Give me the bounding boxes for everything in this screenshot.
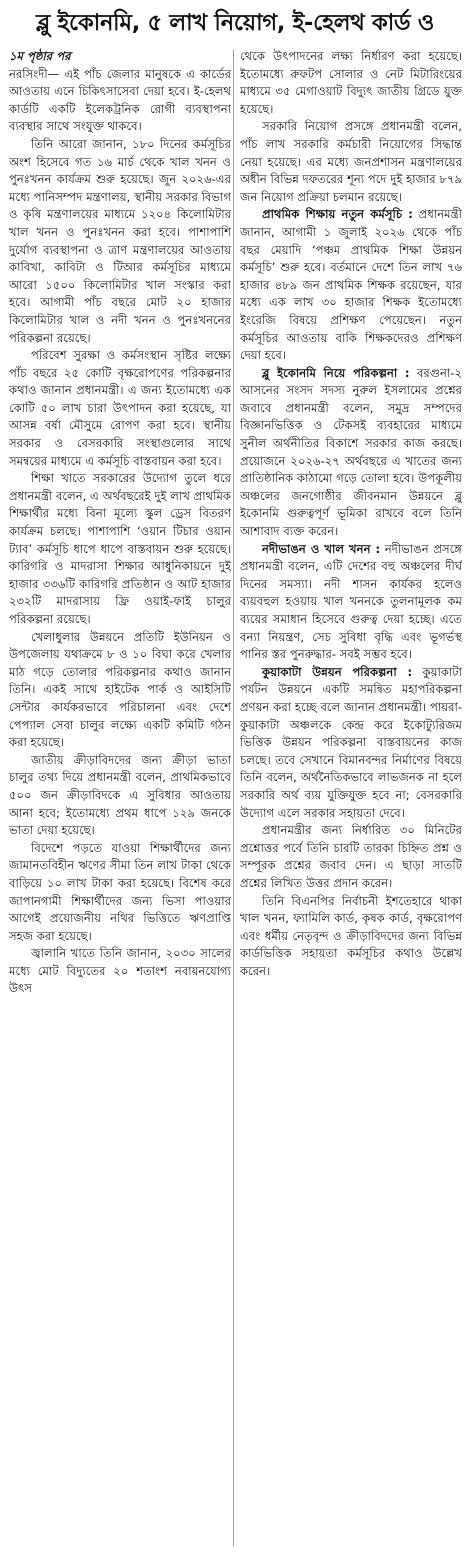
- section-primary-education: [240, 206, 462, 364]
- left-paragraph-5: খেলাধুলার উন্নয়নে প্রতিটি ইউনিয়ন ও উপজেলায় যথাক্রমে ৮ ও ১০ বিঘা করে খেলার মাঠ গড়ে তোলার পরিকল্পনার কথাও জানান তিনি। একই সাথে হাইটেক পার্ক ও আইসিটি সেন্টার কার্যকরভাবে পরিচালনা এবং দেশে পেপ্যাল সেবা চালুর লক্ষ্যে একটি কমিটি গঠন করা হয়েছে।: [9, 629, 231, 750]
- left-paragraph-8: জ্বালানি খাতে তিনি জানান, ২০৩০ সালের মধ্যে মোট বিদ্যুতের ২০ শতাংশ নবায়নযোগ্য উৎস: [9, 946, 231, 996]
- river-erosion-text: নদীভাঙন প্রসঙ্গে প্রধানমন্ত্রী বলেন, এটি দেশের বহু অঞ্চলের দীর্ঘ দিনের সমস্যা। নদী শাসন কার্যকর হলেও ব্যয়বহুল হওয়ায় খাল খননকে তুলনামূলক কম ব্যয়ের সমাধান হিসেবে গুরুত্ব দেয়া হচ্ছে। এতে বন্যা নিয়ন্ত্রণ, সেচ সুবিধা বৃদ্ধি এবং ভূগর্ভস্থ পানির স্তর পুনরুদ্ধার- সবই সম্ভব হবে।: [240, 541, 462, 662]
- recruitment-paragraph: সরকারি নিয়োগ প্রসঙ্গে প্রধানমন্ত্রী বলেন, পাঁচ লাখ সরকারি কর্মচারী নিয়োগের সিদ্ধান্ত নেয়া হয়েছে। এর মধ্যে জনপ্রশাসন মন্ত্রণালয়ের অধীন বিভিন্ন দফতরের শূন্য পদে দুই হাজার ৮৭৯ জন নিয়োগ প্রক্রিয়া চলমান রয়েছে।: [240, 119, 462, 204]
- left-paragraph-7: বিদেশে পড়তে যাওয়া শিক্ষার্থীদের জন্য জামানতবিহীন ঋণের সীমা তিন লাখ টাকা থেকে বাড়িয়ে ১০ লাখ টাকা করা হয়েছে। বিশেষ করে জাপানগামী শিক্ষার্থীদের জন্য ভিসা পাওয়ার আগেই প্রয়োজনীয় নথির ভিত্তিতে ঋণপ্রাপ্তি সহজ করা হয়েছে।: [9, 840, 231, 943]
- primary-education-text: প্রধানমন্ত্রী জানান, আগামী ১ জুলাই ২০২৬ থেকে পাঁচ বছর মেয়াদি ‘পঞ্চম প্রাথমিক শিক্ষা উন্নয়ন কর্মসূচি’ শুরু হবে। বর্তমানে দেশে তিন লাখ ৭৬ হাজার ৪৮৯ জন প্রাথমিক শিক্ষক রয়েছেন, যার মধ্যে এক লাখ ৩০ হাজার শিক্ষক ইতোমধ্যে ইংরেজি বিষয়ে প্রশিক্ষণ পেয়েছেন। নতুন কর্মসূচির আওতায় বাকি শিক্ষকদেরও প্রশিক্ষণ দেয়া হবে।: [240, 207, 462, 363]
- section-blue-economy: [240, 365, 462, 541]
- subheading-river-erosion: নদীভাঙন ও খাল খনন :: [262, 541, 381, 556]
- left-paragraph-1-text: নরসিংদী— এই পাঁচ জেলার মানুষকে এ কার্ডের আওতায় এনে চিকিৎসাসেবা দেয়া হবে। ই-হেলথ কার্ডটি একটি ইলেকট্রনিক রোগী ব্যবস্থাপনা ব্যবস্থার সাথে সংযুক্ত থাকবে।: [9, 66, 231, 134]
- subheading-blue-economy: ব্লু ইকোনমি নিয়ে পরিকল্পনা :: [262, 365, 410, 380]
- subheading-kuakata: কুয়াকাটা উন্নয়ন পরিকল্পনা :: [262, 664, 413, 679]
- right-column: [240, 48, 462, 1548]
- section-kuakata: [240, 664, 462, 822]
- kuakata-text: কুয়াকাটা পর্যটন উন্নয়নে একটি সমন্বিত মহাপরিকল্পনা প্রণয়ন করা হচ্ছে বলে জানান প্রধানমন্ত্রী। পায়রা-কুয়াকাটা অঞ্চলকে কেন্দ্র করে ইকোট্যুরিজম ভিত্তিক উন্নয়ন পরিকল্পনা বাস্তবায়নের কাজ চলছে। তবে সেখানে বিমানবন্দর নির্মাণের বিষয়ে তিনি বলেন, অর্থনৈতিকভাবে লাভজনক না হলে সরকারি অর্থ ব্যয় যুক্তিযুক্ত হবে না; বেসরকারি উদ্যোগ এলে সরকার সহায়তা দেবে।: [240, 664, 462, 820]
- right-continuation-paragraph: থেকে উৎপাদনের লক্ষ্য নির্ধারণ করা হয়েছে। ইতোমধ্যে রুফটপ সোলার ও নেট মিটারিংয়ের মাধ্যমে ৩৫ মেগাওয়াট বিদ্যুৎ জাতীয় গ্রিডে যুক্ত হয়েছে।: [240, 49, 462, 116]
- manifesto-paragraph: তিনি বিএনপির নির্বাচনী ইশতেহারে থাকা খাল খনন, ফ্যামিলি কার্ড, কৃষক কার্ড, বৃক্ষরোপণ এবং ধর্মীয় নেতৃবৃন্দ ও ক্রীড়াবিদদের জন্য বিভিন্ন কার্ডভিত্তিক সহায়তা কর্মসূচির কথাও উল্লেখ করেন।: [240, 893, 462, 978]
- subheading-primary-education: প্রাথমিক শিক্ষায় নতুন কর্মসূচি :: [262, 207, 413, 222]
- left-column: [9, 48, 231, 1548]
- left-paragraph-1: [9, 48, 231, 136]
- left-paragraph-6: জাতীয় ক্রীড়াবিদদের জন্য ক্রীড়া ভাতা চালুর তথ্য দিয়ে প্রধানমন্ত্রী বলেন, প্রাথমিকভাবে ৫০০ জন ক্রীড়াবিদকে এ সুবিধার আওতায় আনা হবে; ইতোমধ্যে প্রথম ধাপে ১২৯ জনকে ভাতা দেয়া হয়েছে।: [9, 752, 231, 838]
- article-headline: ব্লু ইকোনমি, ৫ লাখ নিয়োগ, ই-হেলথ কার্ড ও: [36, 10, 435, 36]
- blue-economy-text: বরগুনা-২ আসনের সংসদ সদস্য নুরুল ইসলামের প্রশ্নের জবাবে প্রধানমন্ত্রী বলেন, সমুদ্র সম্পদের বিজ্ঞানভিত্তিক ও টেকসই ব্যবহারের মাধ্যমে সুনীল অর্থনীতির বিকাশে সরকার কাজ করছে। প্রয়োজনে ২০২৬-২৭ অর্থবছরে এ খাতের জন্য প্রাতিষ্ঠানিক কাঠামো গড়ে তোলা হবে। উপকূলীয় অঞ্চলের জনগোষ্ঠীর জীবনমান উন্নয়নে ব্লু ইকোনমি গুরুত্বপূর্ণ ভূমিকা রাখবে বলে তিনি আশাবাদ ব্যক্ত করেন।: [240, 365, 462, 539]
- left-paragraph-4: শিক্ষা খাতে সরকারের উদ্যোগ তুলে ধরে প্রধানমন্ত্রী বলেন, এ অর্থবছরেই দুই লাখ প্রাথমিক শিক্ষার্থীর মধ্যে বিনা মূল্যে স্কুল ড্রেস বিতরণ কার্যক্রম চলছে। পাশাপাশি ‘ওয়ান টিচার ওয়ান ট্যাব’ কর্মসূচি ধাপে ধাপে বাস্তবায়ন শুরু হয়েছে। কারিগরি ও মাদরাসা শিক্ষার আধুনিকায়নে দুই হাজার ৩৩৬টি কারিগরি প্রতিষ্ঠান ও আট হাজার ২৩২টি মাদরাসায় ফ্রি ওয়াই-ফাই চালুর পরিকল্পনা রয়েছে।: [9, 471, 231, 626]
- left-paragraph-3: পরিবেশ সুরক্ষা ও কর্মসংস্থান সৃষ্টির লক্ষ্যে পাঁচ বছরে ২৫ কোটি বৃক্ষরোপণের পরিকল্পনার কথাও জানান প্রধানমন্ত্রী। এ জন্য ইতোমধ্যে এক কোটি ৫০ লাখ চারা উৎপাদন করা হয়েছে, যা আসন্ন বর্ষা মৌসুমে রোপণ করা হবে। স্থানীয় সরকার ও বেসরকারি সংস্থাগুলোর সাথে সমন্বয়ের মাধ্যমে এ কর্মসূচি বাস্তবায়ন করা হবে।: [9, 348, 231, 468]
- continued-from-kicker: ১ম পৃষ্ঠার পর: [9, 49, 71, 63]
- left-paragraph-2: তিনি আরো জানান, ১৮০ দিনের কর্মসূচির অংশ হিসেবে গত ১৬ মার্চ থেকে খাল খনন ও পুনঃখনন কার্যক্রম শুরু হয়েছে। জুন ২০২৬-এর মধ্যে পানিসম্পদ মন্ত্রণালয়, স্থানীয় সরকার বিভাগ ও কৃষি মন্ত্রণালয়ের মাধ্যমে ১২০৪ কিলোমিটার খাল খনন ও পুনঃখনন করা হবে। পাশাপাশি দুর্যোগ ব্যবস্থাপনা ও ত্রাণ মন্ত্রণালয়ের আওতায় কাবিখা, কাবিটা ও টিআর কর্মসূচির মাধ্যমে আরো ১৫০০ কিলোমিটার খাল সংস্কার করা হবে। আগামী পাঁচ বছরে মোট ২০ হাজার কিলোমিটার খাল ও নদী খনন ও পুনঃখননের পরিকল্পনা রয়েছে।: [9, 136, 231, 345]
- qa-session-paragraph: প্রধানমন্ত্রীর জন্য নির্ধারিত ৩০ মিনিটের প্রশ্নোত্তর পর্বে তিনি চারটি তারকা চিহ্নিত প্রশ্ন ও সম্পূরক প্রশ্নের জবাব দেন। এ ছাড়া সাতটি প্রশ্নের লিখিত উত্তর প্রদান করেন।: [240, 823, 462, 890]
- column-divider: [233, 50, 234, 1546]
- section-river-erosion: [240, 541, 462, 664]
